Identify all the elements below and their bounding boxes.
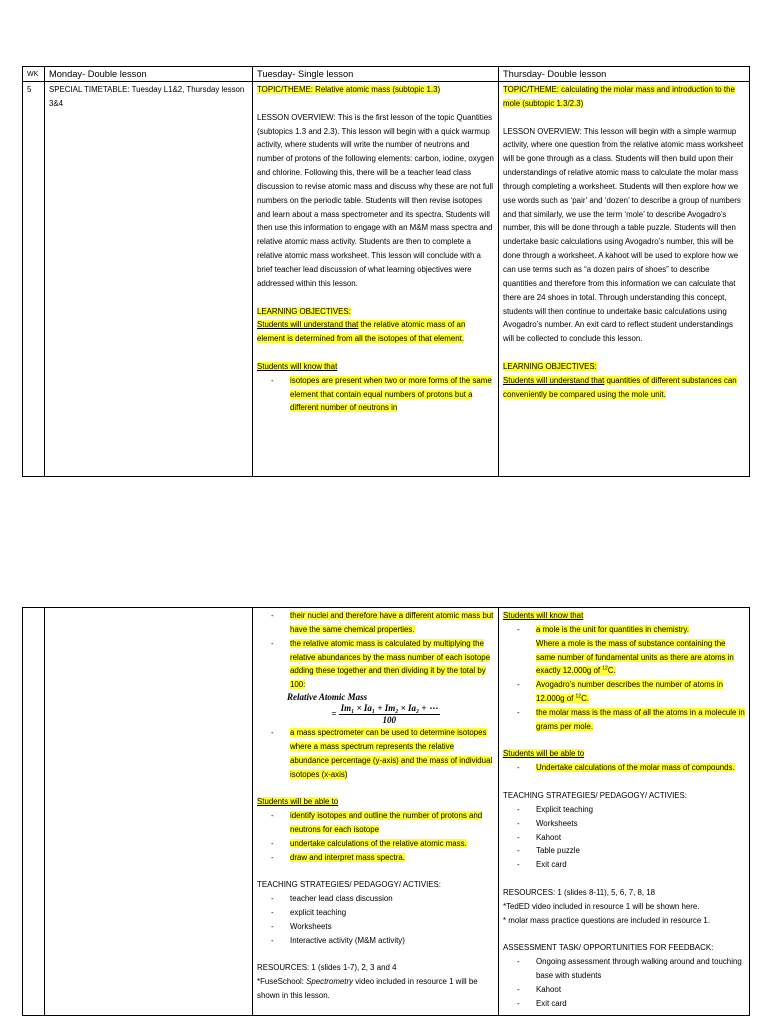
list-item: - Worksheets [517, 817, 745, 831]
thursday-overview-text: This lesson will begin with a simple warmup activity, where one question from the relative atomic mass worksheet will be gone through as a class. Students will then build upon their understandings of relative atomic mass to calculate the molar mass through completing a worksheet. Students will then explore how we use words such as ‘pair’ and ‘dozen’ to describe a group of numbers and that similarly, we use the term ‘mole’ to describe Avogadro’s number, this will be done through a table puzzle. Students will then undertake basic calculations using Avogadro’s number, this will be done through a worksheet. A kahoot will be used to explore how we can use terms such as “a dozen pairs of shoes” to describe quantities and therefore from this information we can calculate that there are 24 shoes in total. Through understanding this concept, students will then continue to undertake basic calculations using Avogadro’s number. An exit card to reflect student understandings will be collected to conclude this lesson. [503, 126, 744, 344]
monday-cell-continued [45, 608, 253, 1016]
tuesday-cell [253, 82, 499, 477]
tuesday-overview-text: This is the first lesson of the topic Quantities (subtopics 1.3 and 2.3). This lesson will begin with a quick warmup activity, where students will write the number of neutrons and number of protons of the following elements: carbon, iodine, oxygen and chlorine. Following this, there will be a teacher lead class discussion to revise atomic mass and discuss why these are not full numbers on the periodic table. Students will then revise isotopes and learn about a mass spectrometer and its spectra. Students will then use this information to engage with an M&M mass spectra and relative atomic mass activity. Students are then to complete a relative atomic mass worksheet. This lesson will conclude with a brief teacher lead discussion of what learning objectives were addressed within this lesson. [257, 112, 494, 288]
list-item: - draw and interpret mass spectra. [271, 851, 494, 865]
list-item: - Undertake calculations of the molar mass of compounds. [517, 761, 745, 775]
list-item: - Interactive activity (M&M activity) [271, 934, 494, 948]
header-tuesday: Tuesday- Single lesson [253, 67, 499, 82]
thursday-cell-continued [499, 608, 750, 1016]
lesson-plan-table-part-1 [22, 66, 750, 477]
thursday-assessment-label: ASSESSMENT TASK/ OPPORTUNITIES FOR FEEDBACK: [503, 943, 714, 953]
thursday-topic: TOPIC/THEME: calculating the molar mass and introduction to the mole (subtopic 1.3/2.3) [503, 85, 735, 108]
week-number: 5 [23, 82, 45, 477]
tuesday-know-list [271, 374, 494, 416]
tuesday-know-list-continued [271, 609, 494, 692]
list-item: - their nuclei and therefore have a different atomic mass but have the same chemical properties. [271, 609, 494, 637]
thursday-overview [503, 125, 745, 347]
list-item: - teacher lead class discussion [271, 892, 494, 906]
tuesday-know-label: Students will know that [257, 361, 338, 371]
relative-atomic-mass-formula: Relative Atomic Mass = $\frac{\text{Im₁ × Ia₁ + Im₂ × Ia₂ + ⋯}}{100}$ [287, 692, 438, 726]
header-monday: Monday- Double lesson [45, 67, 253, 82]
list-item: - Kahoot [517, 831, 745, 845]
thursday-able-label: Students will be able to [503, 749, 585, 759]
list-item: - Table puzzle [517, 844, 745, 858]
thursday-resource-note-2: * molar mass practice questions are included in resource 1. [503, 915, 711, 925]
monday-note: SPECIAL TIMETABLE: Tuesday L1&2, Thursday lesson 3&4 [49, 85, 245, 108]
thursday-strategies-label: TEACHING STRATEGIES/ PEDAGOGY/ ACTIVIES: [503, 790, 688, 800]
list-item: - Avogadro’s number describes the number of atoms in 12.000g of $^{12}$C. [517, 678, 745, 706]
list-item: - the molar mass is the mass of all the atoms in a molecule in grams per mole. [517, 706, 745, 734]
tuesday-strategies-label: TEACHING STRATEGIES/ PEDAGOGY/ ACTIVIES: [257, 880, 442, 890]
list-item: - Worksheets [271, 920, 494, 934]
week-number-empty [23, 608, 45, 1016]
list-item: - Exit card [517, 997, 745, 1011]
thursday-know-label: Students will know that [503, 611, 584, 620]
thursday-able-list [517, 761, 745, 775]
tuesday-learning-objectives-label: LEARNING OBJECTIVES: [257, 306, 351, 316]
thursday-understand: Students will understand that quantities of different substances can conveniently be compared using the mole unit. [503, 375, 737, 399]
thursday-assessment-list [517, 955, 745, 1010]
tuesday-cell-continued [253, 608, 499, 1016]
tuesday-resources: RESOURCES: 1 (slides 1-7), 2, 3 and 4 [257, 963, 397, 973]
list-item: - a mole is the unit for quantities in chemistry. Where a mole is the mass of substance containing the same number of fundamental units as there are atoms in exactly 12.000g of $^{12}$C. [517, 623, 745, 678]
thursday-resource-note-1: *TedED video included in resource 1 will be shown here. [503, 901, 700, 911]
list-item: - Explicit teaching [517, 803, 745, 817]
thursday-overview-label: LESSON OVERVIEW: [503, 126, 582, 136]
monday-cell [45, 82, 253, 477]
thursday-learning-objectives-label: LEARNING OBJECTIVES: [503, 361, 597, 371]
week-row-continued [23, 608, 750, 1016]
tuesday-topic: TOPIC/THEME: Relative atomic mass (subtopic 1.3) [257, 85, 441, 94]
tuesday-overview [257, 111, 494, 291]
tuesday-able-label: Students will be able to [257, 797, 339, 807]
tuesday-able-list [271, 809, 494, 864]
list-item: - identify isotopes and outline the number of protons and neutrons for each isotope [271, 809, 494, 837]
list-item: - undertake calculations of the relative atomic mass. [271, 837, 494, 851]
list-item: - Kahoot [517, 983, 745, 997]
header-row [23, 67, 750, 82]
thursday-cell [499, 82, 750, 477]
list-item: - explicit teaching [271, 906, 494, 920]
tuesday-understand: Students will understand that the relative atomic mass of an element is determined from all the isotopes of that element. [257, 320, 466, 344]
week-row [23, 82, 750, 477]
list-item: - a mass spectrometer can be used to determine isotopes where a mass spectrum represents the relative abundance percentage (y-axis) and the mass of individual isotopes (x-axis) [271, 726, 494, 781]
list-item: - isotopes are present when two or more forms of the same element that contain equal numbers of protons but a different number of neutrons in [271, 374, 494, 416]
thursday-resources: RESOURCES: 1 (slides 8-11), 5, 6, 7, 8, 18 [503, 887, 656, 897]
header-wk: WK [23, 67, 45, 82]
lesson-plan-table-part-2 [22, 607, 750, 1016]
list-item: - the relative atomic mass is calculated by multiplying the relative abundances by the mass number of each isotope adding these together and then dividing it by the total by 100: [271, 637, 494, 692]
thursday-strategies-list [517, 803, 745, 872]
tuesday-overview-label: LESSON OVERVIEW: [257, 112, 336, 122]
tuesday-resource-note: *FuseSchool: Spectrometry video included in resource 1 will be shown in this lesson. [257, 977, 478, 1001]
thursday-know-list [517, 623, 745, 734]
tuesday-strategies-list [271, 892, 494, 947]
header-thursday: Thursday- Double lesson [499, 67, 750, 82]
list-item: - Exit card [517, 858, 745, 872]
list-item: - Ongoing assessment through walking around and touching base with students [517, 955, 745, 983]
